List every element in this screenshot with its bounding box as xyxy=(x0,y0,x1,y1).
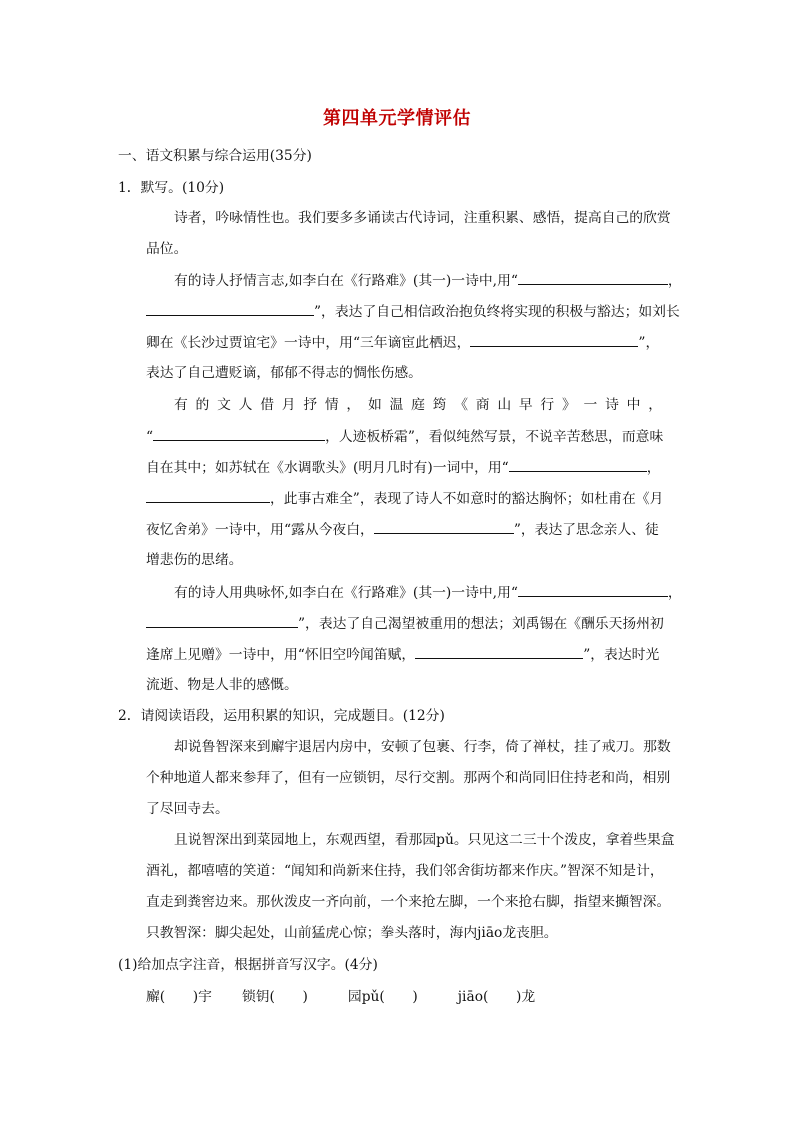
question-2-label: 2．请阅读语段，运用积累的知识，完成题目。(12分) xyxy=(118,708,445,724)
text-segment: 夜忆舍弟》一诗中，用“露从今夜白， xyxy=(146,522,374,538)
text-segment: 逢席上见赠》一诗中，用“怀旧空吟闻笛赋， xyxy=(146,647,416,663)
question-1-label: 1．默写。(10分) xyxy=(118,180,225,196)
text-segment: 有的诗人用典咏怀,如李白在《行路难》(其一)一诗中,用“ xyxy=(174,585,518,601)
q2-passage-line-5: 酒礼，都嘻嘻的笑道：“闻知和尚新来住持，我们邻舍街坊都来作庆。”智深不知是计， xyxy=(146,863,664,879)
pinyin-item: jiāo( )龙 xyxy=(457,989,536,1005)
answer-blank[interactable] xyxy=(470,332,638,347)
text-segment: 有的诗人抒情言志,如李白在《行路难》(其一)一诗中,用“ xyxy=(174,273,518,289)
text-segment: ”， xyxy=(638,335,660,351)
q1-intro-line-2: 品位。 xyxy=(146,241,188,257)
q1-para1-line-1 xyxy=(174,270,682,291)
pinyin-item: 园pǔ( ) xyxy=(347,989,418,1005)
answer-blank[interactable] xyxy=(518,270,668,285)
text-segment: 自在其中；如苏轼在《水调歌头》(明月几时有)一词中，用“ xyxy=(146,460,509,476)
q1-para1-line-2 xyxy=(146,301,680,322)
q2-passage-line-2: 个种地道人都来参拜了，但有一应锁钥，尽行交割。那两个和尚同旧住持老和尚，相别 xyxy=(146,770,671,786)
answer-blank[interactable] xyxy=(518,582,668,597)
q1-para1-line-4: 表达了自己遭贬谪，郁郁不得志的惆怅伤感。 xyxy=(146,365,422,381)
q1-para1-line-3 xyxy=(146,332,676,353)
answer-blank[interactable] xyxy=(146,488,270,503)
q1-para2-line-5 xyxy=(146,519,676,540)
text-segment: 卿在《长沙过贾谊宅》一诗中，用“三年谪宦此栖迟， xyxy=(146,335,471,351)
q2-passage-line-6: 直走到粪窖边来。那伙泼皮一齐向前，一个来抢左脚，一个来抢右脚，指望来攧智深。 xyxy=(146,894,671,910)
q2-passage-line-7: 只教智深：脚尖起处，山前猛虎心惊；拳头落时，海内jiāo龙丧胆。 xyxy=(146,925,558,941)
q2-passage-line-1: 却说鲁智深来到廨宇退居内房中，安顿了包裹、行李，倚了禅杖，挂了戒刀。那数 xyxy=(174,739,671,755)
text-segment: “ xyxy=(146,429,154,445)
page-title: 第四单元学情评估 xyxy=(323,108,471,129)
text-segment: ”，表达了自己相信政治抱负终将实现的积极与豁达；如刘长 xyxy=(314,304,680,320)
text-segment: ， xyxy=(667,273,682,289)
q2-passage-line-4: 且说智深出到菜园地上，东观西望，看那园pǔ。只见这二三十个泼皮，拿着些果盒 xyxy=(174,832,675,848)
q1-para3-line-3 xyxy=(146,644,676,665)
q1-para3-line-4: 流逝、物是人非的感慨。 xyxy=(146,677,298,693)
q2-passage-line-3: 了尽回寺去。 xyxy=(146,801,229,817)
q1-intro-line-1: 诗者，吟咏情性也。我们要多多诵读古代诗词，注重积累、感悟，提高自己的欣赏 xyxy=(174,210,671,226)
answer-blank[interactable] xyxy=(146,301,314,316)
text-segment: ，人迹板桥霜”，看似纯然写景，不说辛苦愁思，而意味 xyxy=(325,429,664,445)
text-segment: ， xyxy=(667,585,682,601)
q1-para2-line-4 xyxy=(146,488,676,509)
section-heading: 一、语文积累与综合运用(35分) xyxy=(118,148,312,164)
answer-blank[interactable] xyxy=(374,519,514,534)
q1-para2-line-6: 增悲伤的思绪。 xyxy=(146,552,243,568)
q2-sub1-items xyxy=(146,987,676,1007)
answer-blank[interactable] xyxy=(153,426,325,441)
q1-para2-line-1: 有的文人借月抒情，如温庭筠《商山早行》一诗中， xyxy=(174,397,662,413)
text-segment: ”，表达了思念亲人、徒 xyxy=(513,522,659,538)
q1-para2-line-2 xyxy=(146,426,676,447)
text-segment: ”，表达了自己渴望被重用的想法；刘禹锡在《酬乐天扬州初 xyxy=(298,616,664,632)
text-segment: ”，表达时光 xyxy=(583,647,660,663)
q1-para3-line-2 xyxy=(146,613,676,634)
q2-sub1-label: (1)给加点字注音，根据拼音写汉字。(4分) xyxy=(118,957,378,973)
answer-blank[interactable] xyxy=(415,644,583,659)
pinyin-item: 锁钥( ) xyxy=(241,989,308,1005)
answer-blank[interactable] xyxy=(509,457,647,472)
pinyin-item: 廨( )宇 xyxy=(146,989,212,1005)
answer-blank[interactable] xyxy=(146,613,298,628)
text-segment: ，此事古难全”，表现了诗人不如意时的豁达胸怀；如杜甫在《月 xyxy=(270,491,664,507)
q1-para2-line-3 xyxy=(146,457,676,478)
q1-para3-line-1 xyxy=(174,582,682,603)
text-segment: ， xyxy=(646,460,661,476)
